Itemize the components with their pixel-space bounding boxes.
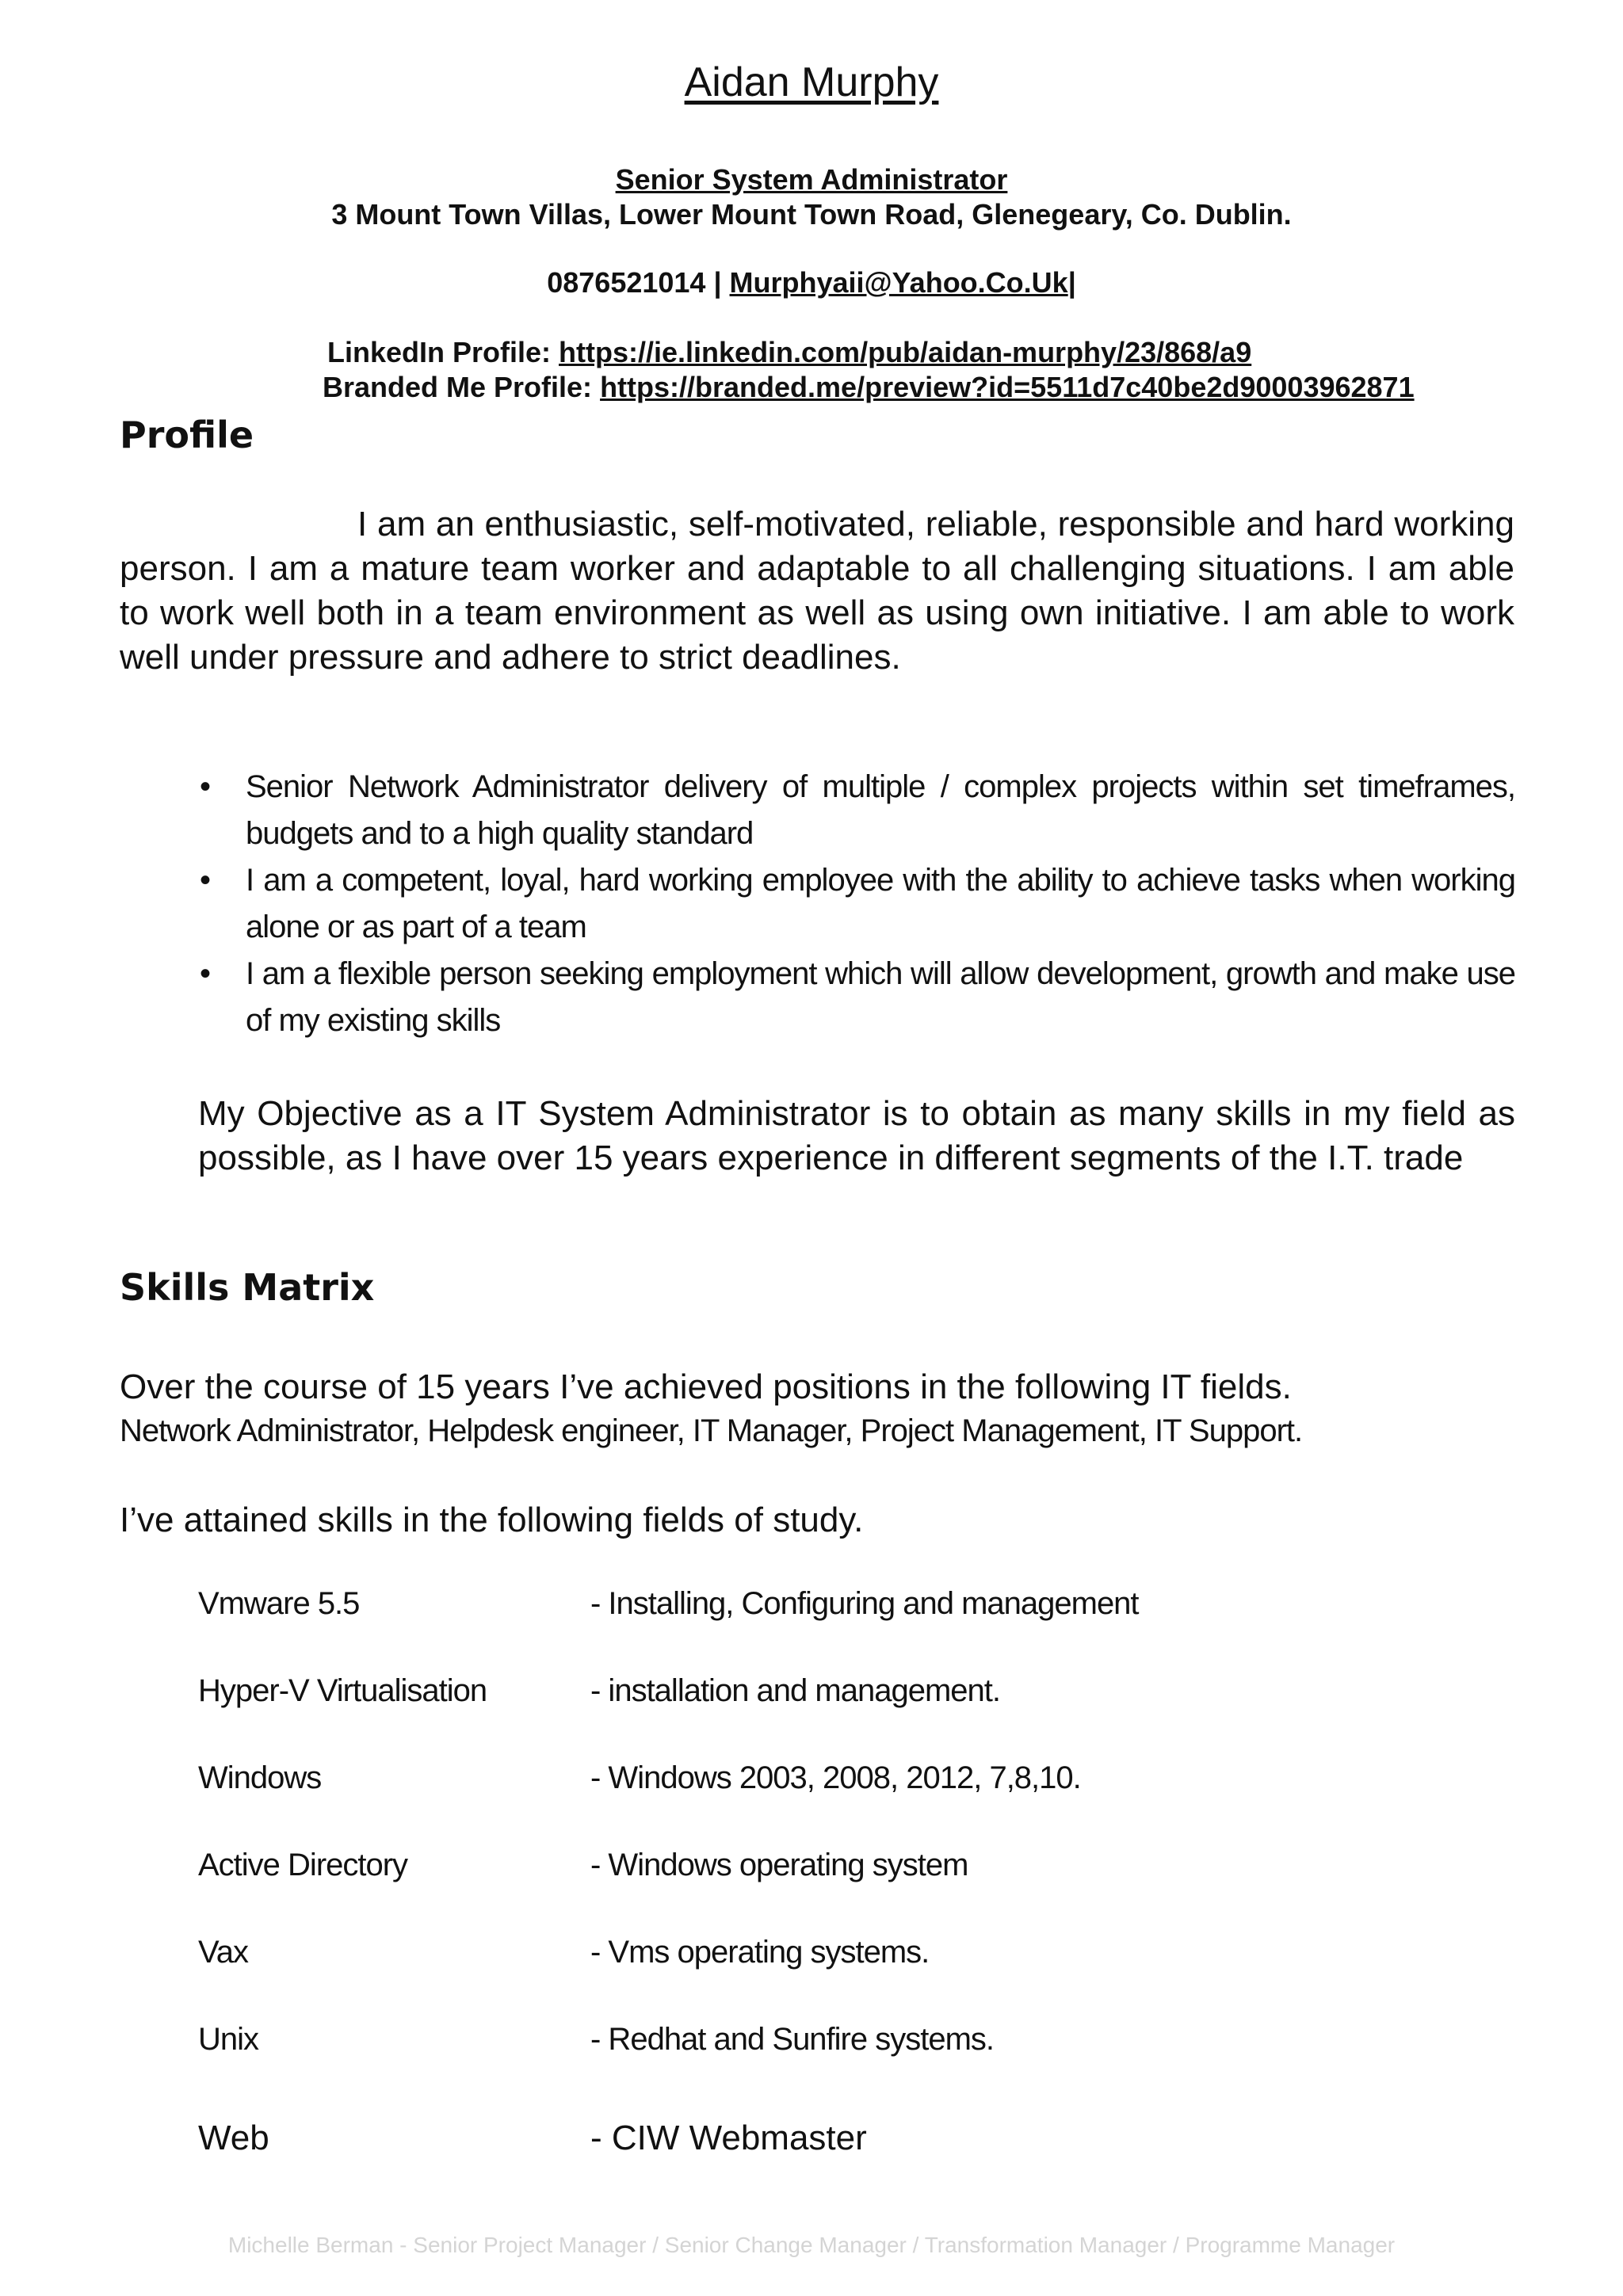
address: 3 Mount Town Villas, Lower Mount Town Road, Glenegeary, Co. Dublin. xyxy=(331,198,1292,231)
skill-row xyxy=(0,1848,1623,1895)
candidate-name: Aidan Murphy xyxy=(684,59,939,105)
skills-attained: I’ve attained skills in the following fields of study. xyxy=(120,1501,864,1539)
skill-row xyxy=(0,2022,1623,2069)
list-item xyxy=(200,764,1515,857)
email-link[interactable]: Murphyaii@Yahoo.Co.Uk xyxy=(729,266,1068,299)
skill-name: Unix xyxy=(198,2022,259,2057)
skills-fields: Network Administrator, Helpdesk engineer, IT Manager, Project Management, IT Support. xyxy=(120,1413,1303,1448)
skill-description: - CIW Webmaster xyxy=(590,2119,867,2157)
email-separator: | xyxy=(1067,266,1076,299)
skill-name: Web xyxy=(198,2119,269,2157)
skill-description: - Windows 2003, 2008, 2012, 7,8,10. xyxy=(590,1760,1081,1795)
skill-row xyxy=(0,1586,1623,1634)
profile-bullet-list xyxy=(200,764,1515,1044)
list-item xyxy=(200,951,1515,1044)
list-item xyxy=(200,857,1515,951)
bullet-icon: • xyxy=(200,956,211,991)
skills-intro: Over the course of 15 years I’ve achieved positions in the following IT fields. xyxy=(120,1367,1292,1406)
skill-row xyxy=(0,2119,1623,2166)
skill-description: - Vms operating systems. xyxy=(590,1935,930,1970)
page-footer: Michelle Berman - Senior Project Manager / Senior Change Manager / Transformation Manager / Programme Manager xyxy=(227,2233,1396,2257)
branded-row xyxy=(323,371,1415,404)
skill-description: - Installing, Configuring and management xyxy=(590,1586,1139,1621)
skill-name: Active Directory xyxy=(198,1848,408,1882)
skill-row xyxy=(0,1673,1623,1721)
phone: 0876521014 | xyxy=(547,266,730,299)
profile-heading: Profile xyxy=(120,414,254,456)
linkedin-row xyxy=(327,336,1251,369)
profile-paragraph: I am an enthusiastic, self-motivated, reliable, responsible and hard working person. I am a mature team worker and adaptable to all challenging situations. I am able to work well both in a team environment as well as using own initiative. I am able to work well under pressure and adhere to strict deadlines. xyxy=(120,505,1514,677)
bullet-text: I am a competent, loyal, hard working employee with the ability to achieve tasks when working alone or as part of a team xyxy=(246,863,1515,944)
skill-name: Hyper-V Virtualisation xyxy=(198,1673,487,1708)
linkedin-label: LinkedIn Profile: xyxy=(327,336,559,368)
skill-description: - Redhat and Sunfire systems. xyxy=(590,2022,995,2057)
skill-name: Vmware 5.5 xyxy=(198,1586,360,1621)
branded-link[interactable]: https://branded.me/preview?id=5511d7c40be2d90003962871 xyxy=(600,371,1415,403)
branded-label: Branded Me Profile: xyxy=(323,371,601,403)
linkedin-link[interactable]: https://ie.linkedin.com/pub/aidan-murphy/23/868/a9 xyxy=(559,336,1252,368)
skill-row xyxy=(0,1760,1623,1808)
job-title: Senior System Administrator xyxy=(615,163,1008,196)
skills-heading: Skills Matrix xyxy=(120,1266,375,1309)
skill-row xyxy=(0,1935,1623,1982)
contact-line xyxy=(0,266,1623,299)
bullet-icon: • xyxy=(200,863,211,898)
skill-name: Vax xyxy=(198,1935,248,1970)
skill-description: - Windows operating system xyxy=(590,1848,968,1882)
objective-paragraph: My Objective as a IT System Administrator is to obtain as many skills in my field as possible, as I have over 15 years experience in different segments of the I.T. trade xyxy=(198,1094,1515,1177)
bullet-text: Senior Network Administrator delivery of multiple / complex projects within set timeframes, budgets and to a high quality standard xyxy=(246,769,1515,851)
skill-description: - installation and management. xyxy=(590,1673,1000,1708)
bullet-icon: • xyxy=(200,769,211,804)
bullet-text: I am a flexible person seeking employment which will allow development, growth and make use of my existing skills xyxy=(246,956,1515,1038)
skill-name: Windows xyxy=(198,1760,322,1795)
